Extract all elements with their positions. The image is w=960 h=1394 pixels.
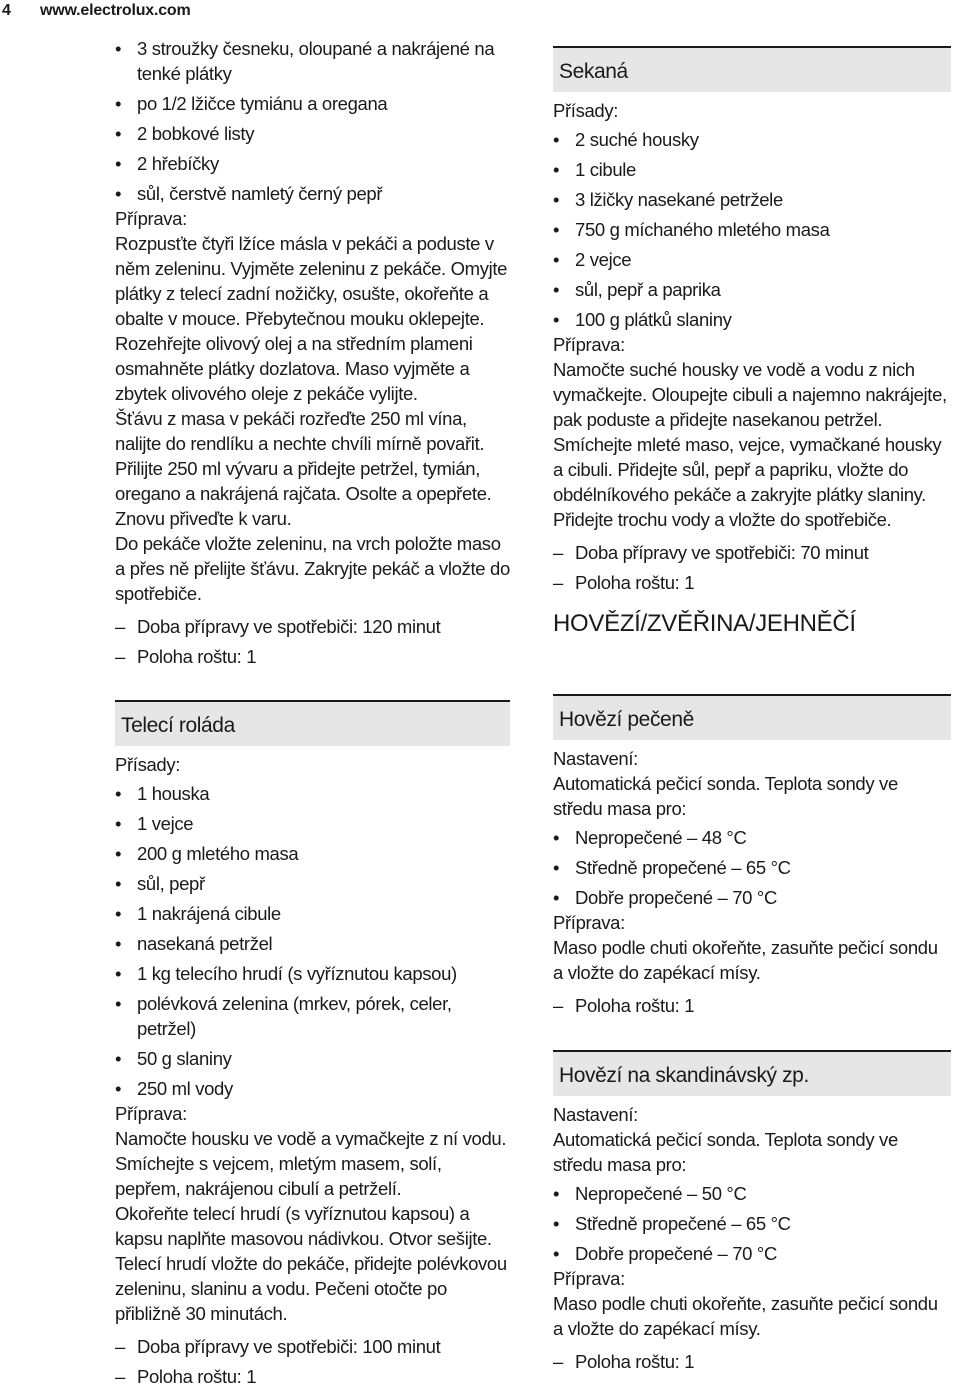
list-item: • 1 nakrájená cibule	[115, 901, 510, 926]
prep-paragraph: Maso podle chuti okořeňte, zasuňte pečicí sondu a vložte do zapékací mísy.	[553, 1293, 938, 1339]
recipe-sekana	[553, 46, 951, 639]
prep-paragraph: Namočte suché housky ve vodě a vodu z nich vymačkejte. Oloupejte cibuli a najemno nakrájejte, pak poduste a přidejte nasekanou petržel.	[553, 359, 947, 430]
list-item: • Dobře propečené – 70 °C	[553, 1241, 951, 1266]
notes-list	[553, 1349, 951, 1374]
note-item: – Poloha roštu: 1	[115, 644, 510, 669]
recipe-title: Hovězí pečeně	[553, 694, 951, 740]
prep-label: Příprava:	[553, 912, 625, 933]
note-item: – Poloha roštu: 1	[115, 1364, 510, 1389]
prep-paragraph: Okořeňte telecí hrudí (s vyříznutou kapsou) a kapsu naplňte masovou nádivkou. Otvor sešijte.	[115, 1203, 492, 1249]
recipe-title: Hovězí na skandinávský zp.	[553, 1050, 951, 1096]
list-item: • sůl, pepř	[115, 871, 510, 896]
prep-label: Příprava:	[115, 208, 187, 229]
list-item: • polévková zelenina (mrkev, pórek, celer, petržel)	[115, 991, 510, 1041]
list-item: • 3 stroužky česneku, oloupané a nakrájené na tenké plátky	[115, 36, 510, 86]
note-item: – Poloha roštu: 1	[553, 570, 951, 595]
list-item: • Nepropečené – 50 °C	[553, 1181, 951, 1206]
category-heading: HOVĚZÍ/ZVĚŘINA/JEHNĚČÍ	[553, 610, 856, 637]
prep-paragraph: Telecí hrudí vložte do pekáče, přidejte polévkovou zeleninu, slaninu a vodu. Pečeni otočte po přibližně 30 minutách.	[115, 1253, 507, 1324]
list-item: • 2 suché housky	[553, 127, 951, 152]
list-item: • 250 ml vody	[115, 1076, 510, 1101]
recipe-hovezi-skandinavsky	[553, 1050, 951, 1379]
header-url: www.electrolux.com	[40, 2, 191, 19]
prep-paragraph: Přidejte trochu vody a vložte do spotřebiče.	[553, 509, 892, 530]
list-item: • 2 bobkové listy	[115, 121, 510, 146]
ingredient-list	[115, 781, 510, 1101]
ingredients-label: Přísady:	[115, 754, 181, 775]
list-item: • sůl, pepř a paprika	[553, 277, 951, 302]
prep-paragraph: Šťávu z masa v pekáči rozřeďte 250 ml vína, nalijte do rendlíku a nechte chvíli mírně povařit.	[115, 408, 485, 454]
list-item: • 750 g míchaného mletého masa	[553, 217, 951, 242]
notes-list	[553, 993, 951, 1018]
list-item: • 1 houska	[115, 781, 510, 806]
ingredients-label: Přísady:	[553, 100, 619, 121]
note-item: – Doba přípravy ve spotřebiči: 100 minut	[115, 1334, 510, 1359]
prep-paragraph: Smíchejte mleté maso, vejce, vymačkané housky a cibuli. Přidejte sůl, pepř a papriku, vložte do obdélníkového pekáče a zakryjte plátky slaniny.	[553, 434, 942, 505]
prep-paragraph: Namočte housku ve vodě a vymačkejte z ní vodu. Smíchejte s vejcem, mletým masem, solí, pepřem, nakrájenou cibulí a petrželí.	[115, 1128, 507, 1199]
list-item: • Středně propečené – 65 °C	[553, 855, 951, 880]
prep-paragraph: Maso podle chuti okořeňte, zasuňte pečicí sondu a vložte do zapékací mísy.	[553, 937, 938, 983]
list-item: • 1 vejce	[115, 811, 510, 836]
note-item: – Poloha roštu: 1	[553, 1349, 951, 1374]
notes-list	[115, 1334, 510, 1389]
list-item: • 2 vejce	[553, 247, 951, 272]
list-item: • sůl, čerstvě namletý černý pepř	[115, 181, 510, 206]
list-item: • 1 kg telecího hrudí (s vyříznutou kapsou)	[115, 961, 510, 986]
list-item: • 50 g slaniny	[115, 1046, 510, 1071]
prep-paragraph: Rozpusťte čtyři lžíce másla v pekáči a poduste v něm zeleninu. Vyjměte zeleninu z pekáče. Omyjte plátky z telecí zadní nožičky, osušte, okořeňte a obalte v mouce. Přebytečnou mouku oklepejte. Rozehřejte olivový olej a na středním plameni osmahněte plátky dozlatova. Maso vyjměte a zbytek olivového oleje z pekáče vylijte.	[115, 233, 508, 404]
prep-label: Příprava:	[115, 1103, 187, 1124]
note-item: – Doba přípravy ve spotřebiči: 70 minut	[553, 540, 951, 565]
prep-label: Příprava:	[553, 334, 625, 355]
recipe-title: Telecí roláda	[115, 700, 510, 746]
note-item: – Doba přípravy ve spotřebiči: 120 minut	[115, 614, 510, 639]
note-item: – Poloha roštu: 1	[553, 993, 951, 1018]
doneness-list	[553, 825, 951, 910]
ingredient-list	[115, 36, 510, 206]
settings-text: Automatická pečicí sonda. Teplota sondy ve středu masa pro:	[553, 1129, 898, 1175]
recipe-hovezi-pecene	[553, 694, 951, 1023]
list-item: • 3 lžičky nasekané petržele	[553, 187, 951, 212]
list-item: • 1 cibule	[553, 157, 951, 182]
settings-label: Nastavení:	[553, 748, 638, 769]
list-item: • Nepropečené – 48 °C	[553, 825, 951, 850]
list-item: • 200 g mletého masa	[115, 841, 510, 866]
recipe-title: Sekaná	[553, 46, 951, 92]
list-item: • po 1/2 lžičce tymiánu a oregana	[115, 91, 510, 116]
list-item: • Středně propečené – 65 °C	[553, 1211, 951, 1236]
recipe-telecí-rolada	[115, 700, 510, 1394]
list-item: • 100 g plátků slaniny	[553, 307, 951, 332]
list-item: • 2 hřebíčky	[115, 151, 510, 176]
settings-label: Nastavení:	[553, 1104, 638, 1125]
ingredient-list	[553, 127, 951, 332]
notes-list	[115, 614, 510, 669]
prep-paragraph: Do pekáče vložte zeleninu, na vrch položte maso a přes ně přelijte šťávu. Zakryjte pekáč a vložte do spotřebiče.	[115, 533, 510, 604]
page-number: 4	[2, 2, 11, 19]
settings-text: Automatická pečicí sonda. Teplota sondy ve středu masa pro:	[553, 773, 898, 819]
prep-label: Příprava:	[553, 1268, 625, 1289]
list-item: • nasekaná petržel	[115, 931, 510, 956]
list-item: • Dobře propečené – 70 °C	[553, 885, 951, 910]
doneness-list	[553, 1181, 951, 1266]
left-top-recipe	[115, 36, 510, 674]
prep-paragraph: Přilijte 250 ml vývaru a přidejte petržel, tymián, oregano a nakrájená rajčata. Osolte a opepřete. Znovu přiveďte k varu.	[115, 458, 492, 529]
notes-list	[553, 540, 951, 595]
